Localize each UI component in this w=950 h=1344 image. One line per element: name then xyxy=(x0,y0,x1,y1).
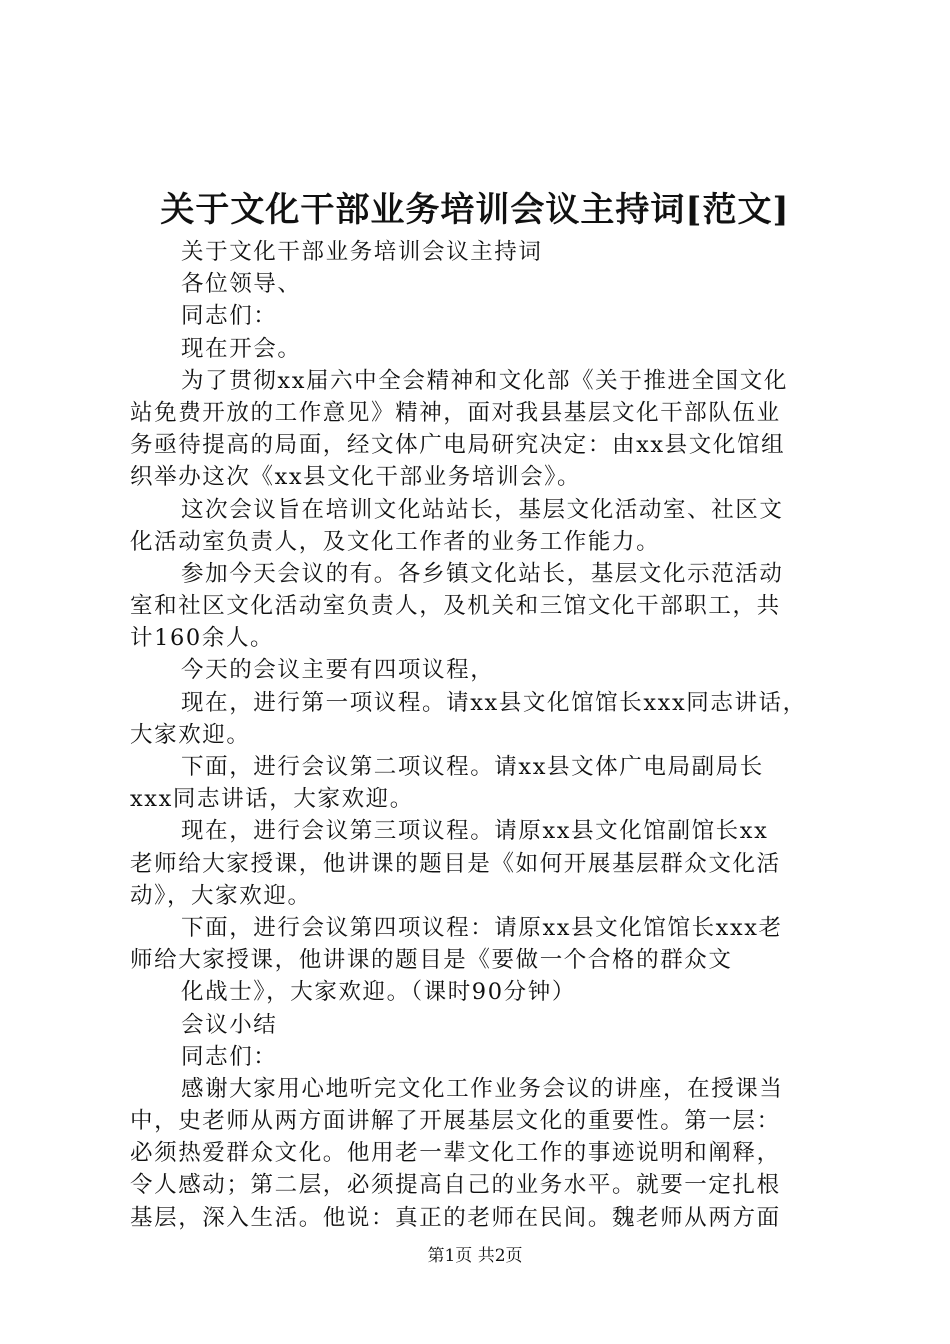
body-line: 动》，大家欢迎。 xyxy=(130,882,312,909)
body-line: 各位领导、 xyxy=(181,271,302,298)
body-line: 现在，进行第一项议程。请xx县文化馆馆长xxx同志讲话， xyxy=(181,689,807,716)
body-line: 中，史老师从两方面讲解了开展基层文化的重要性。第一层： xyxy=(130,1108,781,1135)
body-line: 现在，进行会议第三项议程。请原xx县文化馆副馆长xx xyxy=(181,818,769,845)
body-line: 必须热爱群众文化。他用老一辈文化工作的事迹说明和阐释， xyxy=(130,1140,781,1167)
page-footer: 第1页 共2页 xyxy=(427,1246,523,1266)
body-line: 会议小结 xyxy=(181,1011,278,1038)
body-line: 同志们： xyxy=(181,1043,278,1070)
body-line: 参加今天会议的有。各乡镇文化站长，基层文化示范活动 xyxy=(181,560,784,587)
body-line: 同志们： xyxy=(181,303,278,330)
body-line: 站免费开放的工作意见》精神，面对我县基层文化干部队伍业 xyxy=(130,399,781,426)
body-line: 师给大家授课，他讲课的题目是《要做一个合格的群众文 xyxy=(130,947,733,974)
body-line: 计160余人。 xyxy=(130,625,275,652)
body-line: 感谢大家用心地听完文化工作业务会议的讲座，在授课当 xyxy=(181,1075,784,1102)
body-line: 令人感动；第二层，必须提高自己的业务水平。就要一定扎根 xyxy=(130,1172,781,1199)
body-line: 下面，进行会议第二项议程。请xx县文体广电局副局长 xyxy=(181,754,764,780)
body-line: 大家欢迎。 xyxy=(130,721,251,748)
body-line: 老师给大家授课，他讲课的题目是《如何开展基层群众文化活 xyxy=(130,850,781,877)
body-line: 现在开会。 xyxy=(181,335,302,362)
document-body xyxy=(130,236,830,1234)
body-line: 为了贯彻xx届六中全会精神和文化部《关于推进全国文化 xyxy=(181,367,788,394)
body-line: 室和社区文化活动室负责人，及机关和三馆文化干部职工，共 xyxy=(130,593,781,620)
body-line: 今天的会议主要有四项议程， xyxy=(181,657,495,684)
body-line: xxx同志讲话，大家欢迎。 xyxy=(130,786,414,813)
body-line: 化战士》，大家欢迎。（课时90分钟） xyxy=(181,979,576,1006)
body-line: 这次会议旨在培训文化站站长，基层文化活动室、社区文 xyxy=(181,496,784,523)
body-line: 下面，进行会议第四项议程：请原xx县文化馆馆长xxx老 xyxy=(181,914,783,941)
body-line: 织举办这次《xx县文化干部业务培训会》。 xyxy=(130,464,582,491)
body-line: 基层，深入生活。他说：真正的老师在民间。魏老师从两方面 xyxy=(130,1204,781,1231)
body-line: 化活动室负责人，及文化工作者的业务工作能力。 xyxy=(130,528,661,555)
body-line: 务亟待提高的局面，经文体广电局研究决定：由xx县文化馆组 xyxy=(130,432,786,459)
document-title: 关于文化干部业务培训会议主持词[范文] xyxy=(160,190,790,230)
body-line: 关于文化干部业务培训会议主持词 xyxy=(181,239,543,265)
